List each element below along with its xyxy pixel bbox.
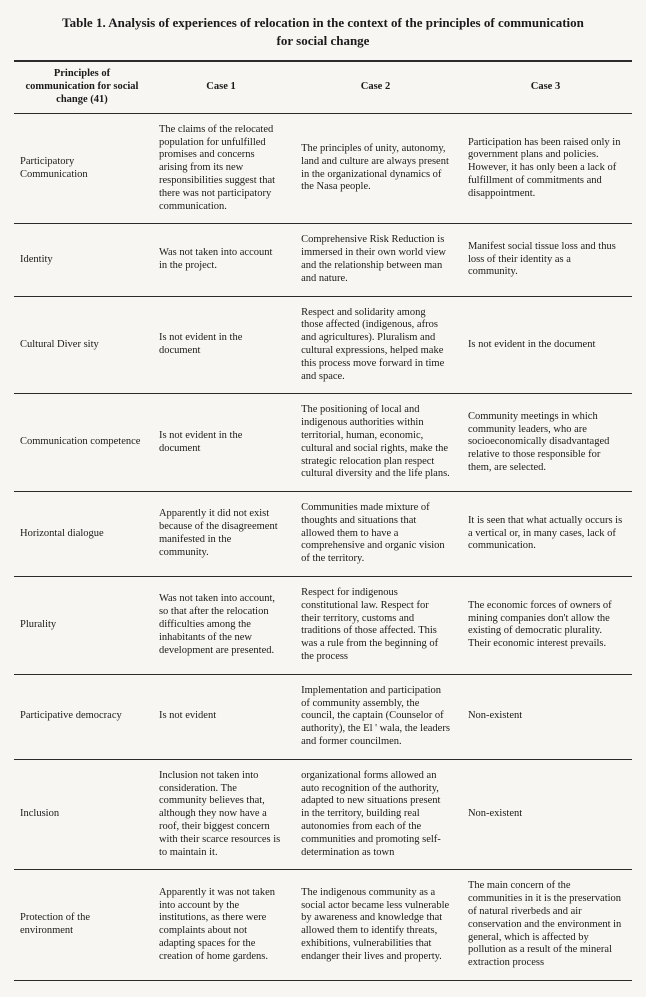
case2-cell: Comprehensive Risk Reduction is immersed in their own world view and the relationship between man and nature. [292,224,459,296]
case2-cell: Communities made mixture of thoughts and situations that allowed them to have a comprehensive and organic vision of the territory. [292,492,459,577]
principle-cell: Identity [14,224,150,296]
case1-cell: The claims of the relocated population for unfulfilled promises and concerns arising from its new responsibilities suggest that there was not participatory communication. [150,113,292,224]
col-header-case3: Case 3 [459,61,632,113]
table-header [14,61,632,113]
principle-cell: Inclusion [14,759,150,870]
case3-cell: It is seen that what actually occurs is a vertical or, in many cases, lack of communication. [459,492,632,577]
case3-cell: Non-existent [459,674,632,759]
case2-cell: Respect for indigenous constitutional law. Respect for their territory, customs and traditions of those affected. This was a rule from the beginning of the process [292,577,459,675]
case1-cell: Is not evident in the document [150,296,292,394]
case1-cell: Was not taken into account, so that after the relocation difficulties among the inhabitants of the new development are presented. [150,577,292,675]
case3-cell: Participation has been raised only in government plans and policies. However, it has only been a lack of fulfillment of commitments and disappointment. [459,113,632,224]
table-row [14,296,632,394]
principle-cell: Participative democracy [14,674,150,759]
table-row [14,492,632,577]
case3-cell: Community meetings in which community leaders, who are socioeconomically disadvantaged relative to those responsible for them, are selected. [459,394,632,492]
principle-cell: Horizontal dialogue [14,492,150,577]
table-row [14,870,632,981]
header-row [14,61,632,113]
principle-cell: Protection of the environment [14,870,150,981]
case3-cell: The economic forces of owners of mining companies don't allow the existing of democratic plurality. Their economic interest prevails. [459,577,632,675]
case2-cell: The positioning of local and indigenous authorities within territorial, human, economic, cultural and social rights, make the strategic relocation plan respect cultural diversity and the life plans. [292,394,459,492]
col-header-principles: Principles of communication for social change (41) [14,61,150,113]
case3-cell: Non-existent [459,759,632,870]
case1-cell: Apparently it did not exist because of the disagreement manifested in the community. [150,492,292,577]
col-header-case1: Case 1 [150,61,292,113]
principle-cell: Participatory Communication [14,113,150,224]
principle-cell: Communication competence [14,394,150,492]
case1-cell: Was not taken into account in the project. [150,224,292,296]
case3-cell: Is not evident in the document [459,296,632,394]
case2-cell: Respect and solidarity among those affected (indigenous, afros and agricultures). Pluralism and cultural expressions, helped make this process move forward in time and space. [292,296,459,394]
table-row [14,759,632,870]
principle-cell: Cultural Diver sity [14,296,150,394]
col-header-case2: Case 2 [292,61,459,113]
case1-cell: Inclusion not taken into consideration. The community believes that, although they now have a roof, their biggest concern with their scarce resources is to maintain it. [150,759,292,870]
table-body [14,113,632,980]
case3-cell: Manifest social tissue loss and thus loss of their identity as a community. [459,224,632,296]
principle-cell: Plurality [14,577,150,675]
case2-cell: Implementation and participation of community assembly, the council, the captain (Counselor of authority), the El ' wala, the leaders and former councilmen. [292,674,459,759]
case3-cell: The main concern of the communities in it is the preservation of natural riverbeds and air conservation and the environment in general, which is affected by pollution as a result of the mineral extraction process [459,870,632,981]
table-row [14,674,632,759]
table-row [14,577,632,675]
table-row [14,224,632,296]
case2-cell: The indigenous community as a social actor became less vulnerable by awareness and knowledge that allowed them to identify threats, exhibitions, vulnerabilities that endanger their lives and property. [292,870,459,981]
table-row [14,113,632,224]
analysis-table [14,60,632,981]
case1-cell: Is not evident in the document [150,394,292,492]
case1-cell: Apparently it was not taken into account by the institutions, as there were complaints about not adapting spaces for the creation of home gardens. [150,870,292,981]
table-title: Table 1. Analysis of experiences of relocation in the context of the principles of communication for social change [62,15,584,49]
table-row [14,394,632,492]
case2-cell: The principles of unity, autonomy, land and culture are always present in the organizational dynamics of the Nasa people. [292,113,459,224]
case1-cell: Is not evident [150,674,292,759]
case2-cell: organizational forms allowed an auto recognition of the authority, adapted to new situations present in the territory, building real autonomies from each of the communities and promoting self-determination as town [292,759,459,870]
